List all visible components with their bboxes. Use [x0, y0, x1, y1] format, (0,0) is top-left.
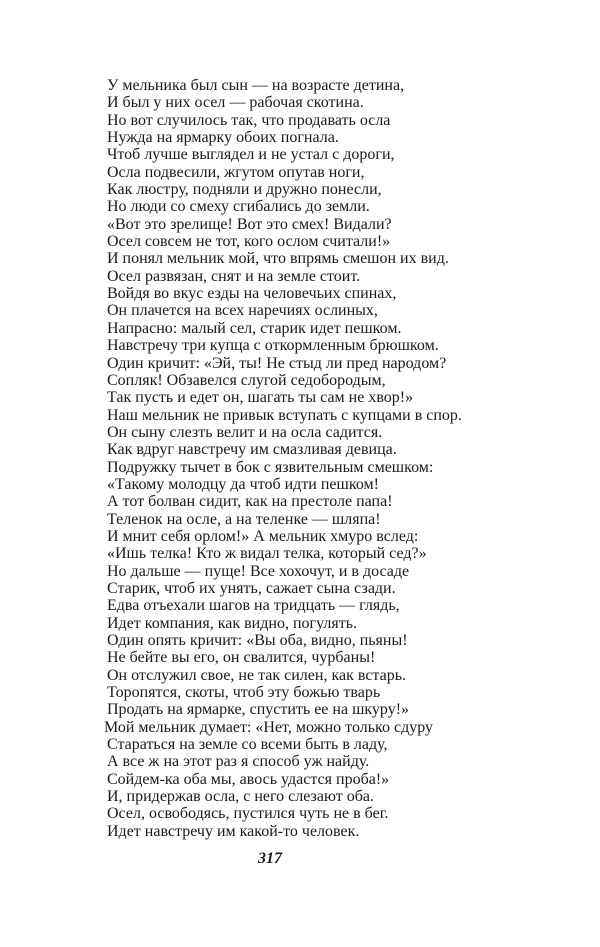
poem-line: Но вот случилось так, что продавать осла	[107, 111, 391, 129]
poem-line: Но дальше — пуще! Все хохочут, и в досаде	[107, 562, 410, 580]
poem-line: Но люди со смеху сгибались до земли.	[107, 198, 370, 216]
poem-line: Он отслужил свое, не так силен, как встарь.	[107, 666, 407, 684]
page-number: 317	[258, 850, 282, 867]
poem-line: Осел совсем не тот, кого ослом считали!»	[107, 233, 391, 251]
poem-line: Так пусть и едет он, шагать ты сам не хвор!»	[107, 389, 414, 407]
poem-line: Мой мельник думает: «Нет, можно только сдуру	[104, 718, 434, 736]
poem-line: И понял мельник мой, что впрямь смешон их вид.	[107, 250, 449, 268]
poem-line: Едва отъехали шагов на тридцать — глядь,	[107, 597, 400, 615]
poem-line: Идет навстречу им какой-то человек.	[107, 822, 360, 840]
poem-line: И был у них осел — рабочая скотина.	[107, 94, 364, 112]
poem-line: Чтоб лучше выглядел и не устал с дороги,	[107, 146, 395, 164]
poem-line: Теленок на осле, а на теленке — шляпа!	[107, 510, 381, 528]
poem-line: Один кричит: «Эй, ты! Не стыд ли пред народом?	[107, 354, 447, 372]
poem-line: Продать на ярмарке, спустить ее на шкуру!»	[107, 701, 410, 719]
poem-line: «Ишь телка! Кто ж видал телка, который сед?»	[107, 545, 427, 563]
poem-line: Сопляк! Обзавелся слугой седобородым,	[107, 371, 386, 389]
poem-line: Один опять кричит: «Вы оба, видно, пьяны!	[107, 632, 408, 649]
poem-line: Осел развязан, снят и на земле стоит.	[107, 267, 361, 285]
poem-line: Сойдем-ка оба мы, авось удастся проба!»	[107, 770, 390, 788]
poem-line: Нужда на ярмарку обоих погнала.	[107, 129, 339, 147]
poem-line: И, придержав осла, с него слезают оба.	[107, 788, 374, 806]
poem-line: Подружку тычет в бок с язвительным смешком:	[107, 458, 434, 476]
poem-line: Как вдруг навстречу им смазливая девица.	[107, 441, 397, 459]
poem-line: «Вот это зрелище! Вот это смех! Видали?	[107, 215, 392, 233]
poem-line: У мельника был сын — на возрасте детина,	[107, 77, 405, 94]
poem-line: Войдя во вкус езды на человечьих спинах,	[107, 285, 397, 303]
poem-line: Стараться на земле со всеми быть в ладу,	[107, 736, 388, 754]
poem-line: Навстречу три купца с откормленным брюшком.	[107, 337, 439, 355]
poem-line: Старик, чтоб их унять, сажает сына сзади.	[107, 579, 396, 597]
poem-line: А все ж на этот раз я способ уж найду.	[107, 753, 370, 771]
poem-line: А тот болван сидит, как на престоле папа!	[107, 493, 393, 511]
poem-line: Не бейте вы его, он свалится, чурбаны!	[107, 649, 376, 667]
poem-line: И мнит себя орлом!» А мельник хмуро вслед:	[107, 527, 419, 545]
poem-line: Наш мельник не привык вступать с купцами в спор.	[107, 406, 462, 424]
poem-line: Осел, освободясь, пустился чуть не в бег.	[107, 805, 389, 823]
poem-text	[104, 77, 462, 840]
poem-line: Он плачется на всех наречиях ослиных,	[107, 302, 378, 320]
poem-line: «Такому молодцу да чтоб идти пешком!	[107, 475, 379, 493]
poem-line: Идет компания, как видно, погулять.	[107, 614, 357, 632]
poem-line: Торопятся, скоты, чтоб эту божью тварь	[107, 684, 381, 702]
poem-line: Он сыну слезть велит и на осла садится.	[107, 423, 383, 441]
poem-line: Как люстру, подняли и дружно понесли,	[107, 181, 382, 199]
poem-line: Осла подвесили, жгутом опутав ноги,	[107, 163, 365, 181]
poem-line: Напрасно: малый сел, старик идет пешком.	[107, 319, 402, 337]
